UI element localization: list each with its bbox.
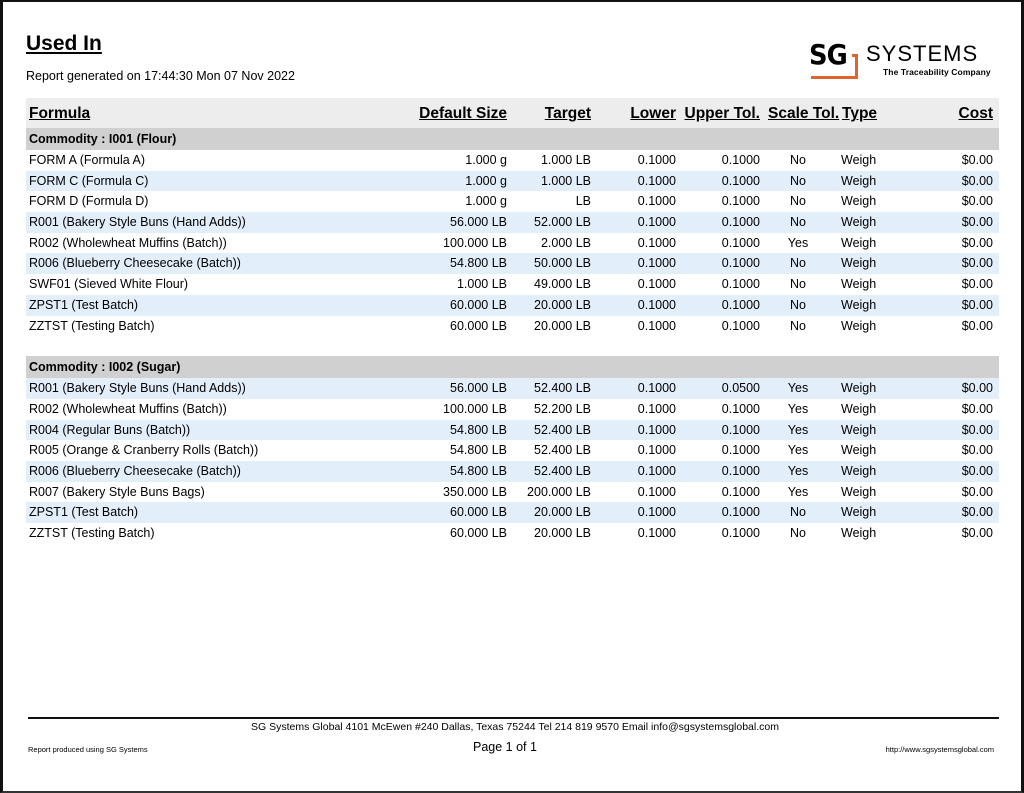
cell-scale-tol: No — [790, 256, 806, 271]
cell-cost: $0.00 — [961, 463, 993, 478]
table-row — [26, 274, 999, 295]
cell-lower: 0.1000 — [637, 297, 676, 312]
table-row — [26, 253, 999, 274]
cell-cost: $0.00 — [961, 153, 993, 167]
cell-upper-tol: 0.1000 — [721, 318, 760, 333]
cell-default-size: 60.000 LB — [450, 526, 507, 540]
cell-cost: $0.00 — [961, 277, 993, 292]
cell-scale-tol: Yes — [787, 484, 809, 499]
cell-scale-tol: No — [790, 173, 806, 188]
cell-scale-tol: No — [790, 526, 806, 540]
table-row — [26, 378, 999, 399]
cell-upper-tol: 0.1000 — [721, 173, 760, 188]
table-row — [26, 420, 999, 441]
cell-target: 20.000 LB — [534, 526, 591, 540]
cell-lower: 0.1000 — [637, 153, 676, 167]
cell-lower: 0.1000 — [637, 463, 676, 478]
column-header-default-size: Default Size — [419, 105, 507, 122]
cell-formula: FORM D (Formula D) — [29, 194, 149, 209]
cell-default-size: 54.800 LB — [450, 256, 507, 271]
cell-type: Weigh — [841, 277, 877, 292]
table-row — [26, 316, 999, 337]
cell-formula: R006 (Blueberry Cheesecake (Batch)) — [29, 256, 241, 271]
cell-type: Weigh — [841, 463, 877, 478]
cell-target: 1.000 LB — [540, 173, 591, 188]
table-row — [26, 502, 999, 523]
cell-formula: R006 (Blueberry Cheesecake (Batch)) — [29, 463, 241, 478]
cell-default-size: 100.000 LB — [443, 401, 507, 416]
cell-target: 49.000 LB — [534, 277, 591, 292]
table-header — [26, 98, 999, 128]
column-header-scale-tol: Scale Tol. — [768, 105, 840, 122]
cell-cost: $0.00 — [961, 318, 993, 333]
cell-lower: 0.1000 — [637, 505, 676, 520]
cell-formula: R007 (Bakery Style Buns Bags) — [29, 484, 205, 499]
column-header-formula: Formula — [29, 105, 91, 122]
cell-default-size: 54.800 LB — [450, 422, 507, 437]
cell-cost: $0.00 — [961, 235, 993, 250]
cell-lower: 0.1000 — [637, 215, 676, 230]
cell-cost: $0.00 — [961, 256, 993, 271]
cell-cost: $0.00 — [961, 505, 993, 520]
cell-formula: R001 (Bakery Style Buns (Hand Adds)) — [29, 215, 246, 230]
cell-formula: FORM A (Formula A) — [29, 153, 145, 167]
cell-target: 52.400 LB — [534, 381, 591, 396]
cell-upper-tol: 0.1000 — [721, 297, 760, 312]
cell-lower: 0.1000 — [637, 256, 676, 271]
cell-target: 52.400 LB — [534, 443, 591, 458]
cell-upper-tol: 0.1000 — [721, 484, 760, 499]
cell-target: 52.400 LB — [534, 422, 591, 437]
cell-cost: $0.00 — [961, 484, 993, 499]
cell-formula: ZZTST (Testing Batch) — [29, 526, 155, 540]
cell-formula: ZPST1 (Test Batch) — [29, 297, 139, 312]
cell-target: 52.200 LB — [534, 401, 591, 416]
table-row — [26, 440, 999, 461]
cell-cost: $0.00 — [961, 381, 993, 396]
cell-lower: 0.1000 — [637, 318, 676, 333]
cell-cost: $0.00 — [961, 526, 993, 540]
table-row — [26, 212, 999, 233]
cell-type: Weigh — [841, 297, 877, 312]
cell-formula: SWF01 (Sieved White Flour) — [29, 277, 189, 292]
cell-formula: R005 (Orange & Cranberry Rolls (Batch)) — [29, 443, 259, 458]
cell-lower: 0.1000 — [637, 235, 676, 250]
table-row — [26, 191, 999, 212]
cell-default-size: 350.000 LB — [443, 484, 507, 499]
group-spacer — [26, 336, 999, 356]
cell-cost: $0.00 — [961, 422, 993, 437]
cell-type: Weigh — [841, 505, 877, 520]
commodity-groups — [26, 128, 999, 544]
cell-cost: $0.00 — [961, 443, 993, 458]
cell-upper-tol: 0.1000 — [721, 194, 760, 209]
cell-default-size: 1.000 g — [465, 153, 507, 167]
cell-formula: ZZTST (Testing Batch) — [29, 318, 155, 333]
cell-target: 2.000 LB — [540, 235, 591, 250]
cell-default-size: 54.800 LB — [450, 463, 507, 478]
footer-produced-by: Report produced using SG Systems — [28, 745, 148, 754]
cell-scale-tol: Yes — [787, 463, 809, 478]
cell-scale-tol: No — [790, 153, 806, 167]
logo-name: SYSTEMS — [866, 41, 979, 66]
cell-upper-tol: 0.1000 — [721, 277, 760, 292]
cell-default-size: 54.800 LB — [450, 443, 507, 458]
cell-target: 200.000 LB — [527, 484, 591, 499]
table-row — [26, 171, 999, 192]
page-number: Page 1 of 1 — [473, 740, 537, 754]
cell-scale-tol: No — [790, 194, 806, 209]
column-header-target: Target — [544, 105, 591, 122]
report-generated-timestamp: Report generated on 17:44:30 Mon 07 Nov 2022 — [26, 69, 295, 83]
cell-scale-tol: No — [790, 297, 806, 312]
column-header-lower: Lower — [630, 105, 676, 122]
footer-website: http://www.sgsystemsglobal.com — [885, 745, 994, 754]
cell-scale-tol: Yes — [787, 381, 809, 396]
used-in-table — [26, 98, 999, 544]
cell-default-size: 60.000 LB — [450, 318, 507, 333]
cell-default-size: 60.000 LB — [450, 505, 507, 520]
cell-upper-tol: 0.1000 — [721, 422, 760, 437]
cell-formula: FORM C (Formula C) — [29, 173, 149, 188]
cell-formula: R001 (Bakery Style Buns (Hand Adds)) — [29, 381, 246, 396]
cell-type: Weigh — [841, 422, 877, 437]
cell-target: LB — [575, 194, 591, 209]
report-title: Used In — [26, 32, 102, 55]
logo-mark: SG — [809, 38, 847, 71]
cell-cost: $0.00 — [961, 297, 993, 312]
cell-type: Weigh — [841, 194, 877, 209]
cell-lower: 0.1000 — [637, 381, 676, 396]
cell-lower: 0.1000 — [637, 484, 676, 499]
cell-type: Weigh — [841, 318, 877, 333]
cell-upper-tol: 0.1000 — [721, 401, 760, 416]
sg-systems-logo — [809, 40, 999, 82]
cell-formula: R002 (Wholewheat Muffins (Batch)) — [29, 401, 227, 416]
cell-lower: 0.1000 — [637, 526, 676, 540]
cell-target: 1.000 LB — [540, 153, 591, 167]
cell-cost: $0.00 — [961, 401, 993, 416]
cell-upper-tol: 0.1000 — [721, 505, 760, 520]
cell-type: Weigh — [841, 235, 877, 250]
table-row — [26, 150, 999, 171]
cell-scale-tol: No — [790, 318, 806, 333]
cell-default-size: 60.000 LB — [450, 297, 507, 312]
cell-scale-tol: No — [790, 505, 806, 520]
cell-upper-tol: 0.1000 — [721, 463, 760, 478]
cell-type: Weigh — [841, 526, 877, 540]
commodity-group-title: Commodity : I002 (Sugar) — [26, 356, 999, 378]
cell-upper-tol: 0.0500 — [721, 381, 760, 396]
cell-upper-tol: 0.1000 — [721, 256, 760, 271]
cell-lower: 0.1000 — [637, 194, 676, 209]
footer-divider — [28, 717, 999, 719]
cell-type: Weigh — [841, 443, 877, 458]
cell-formula: ZPST1 (Test Batch) — [29, 505, 139, 520]
cell-formula: R004 (Regular Buns (Batch)) — [29, 422, 191, 437]
cell-type: Weigh — [841, 381, 877, 396]
cell-lower: 0.1000 — [637, 422, 676, 437]
table-row — [26, 233, 999, 254]
cell-target: 20.000 LB — [534, 505, 591, 520]
cell-cost: $0.00 — [961, 173, 993, 188]
cell-target: 52.000 LB — [534, 215, 591, 230]
cell-scale-tol: Yes — [787, 422, 809, 437]
cell-lower: 0.1000 — [637, 401, 676, 416]
cell-default-size: 1.000 g — [465, 173, 507, 188]
footer-address: SG Systems Global 4101 McEwen #240 Dallas, Texas 75244 Tel 214 819 9570 Email info@sgsystemsglobal.com — [251, 721, 779, 733]
cell-upper-tol: 0.1000 — [721, 235, 760, 250]
cell-formula: R002 (Wholewheat Muffins (Batch)) — [29, 235, 227, 250]
cell-upper-tol: 0.1000 — [721, 443, 760, 458]
table-row — [26, 523, 999, 544]
cell-default-size: 56.000 LB — [450, 215, 507, 230]
cell-type: Weigh — [841, 484, 877, 499]
cell-type: Weigh — [841, 153, 877, 167]
cell-cost: $0.00 — [961, 215, 993, 230]
cell-lower: 0.1000 — [637, 277, 676, 292]
cell-default-size: 100.000 LB — [443, 235, 507, 250]
commodity-group-title: Commodity : I001 (Flour) — [26, 128, 999, 150]
cell-upper-tol: 0.1000 — [721, 526, 760, 540]
cell-scale-tol: Yes — [787, 401, 809, 416]
cell-scale-tol: Yes — [787, 235, 809, 250]
cell-lower: 0.1000 — [637, 173, 676, 188]
cell-target: 52.400 LB — [534, 463, 591, 478]
column-header-type: Type — [842, 105, 878, 122]
table-row — [26, 295, 999, 316]
cell-scale-tol: No — [790, 277, 806, 292]
table-row — [26, 482, 999, 503]
cell-target: 20.000 LB — [534, 297, 591, 312]
cell-target: 50.000 LB — [534, 256, 591, 271]
column-header-upper-tol: Upper Tol. — [684, 105, 760, 122]
cell-upper-tol: 0.1000 — [721, 215, 760, 230]
cell-type: Weigh — [841, 401, 877, 416]
cell-scale-tol: Yes — [787, 443, 809, 458]
cell-type: Weigh — [841, 173, 877, 188]
cell-cost: $0.00 — [961, 194, 993, 209]
cell-default-size: 1.000 LB — [456, 277, 507, 292]
cell-type: Weigh — [841, 215, 877, 230]
cell-upper-tol: 0.1000 — [721, 153, 760, 167]
cell-lower: 0.1000 — [637, 443, 676, 458]
cell-default-size: 56.000 LB — [450, 381, 507, 396]
cell-type: Weigh — [841, 256, 877, 271]
table-row — [26, 399, 999, 420]
cell-default-size: 1.000 g — [465, 194, 507, 209]
cell-scale-tol: No — [790, 215, 806, 230]
column-header-cost: Cost — [958, 105, 993, 122]
logo-tagline: The Traceability Company — [883, 67, 991, 77]
cell-target: 20.000 LB — [534, 318, 591, 333]
table-row — [26, 461, 999, 482]
